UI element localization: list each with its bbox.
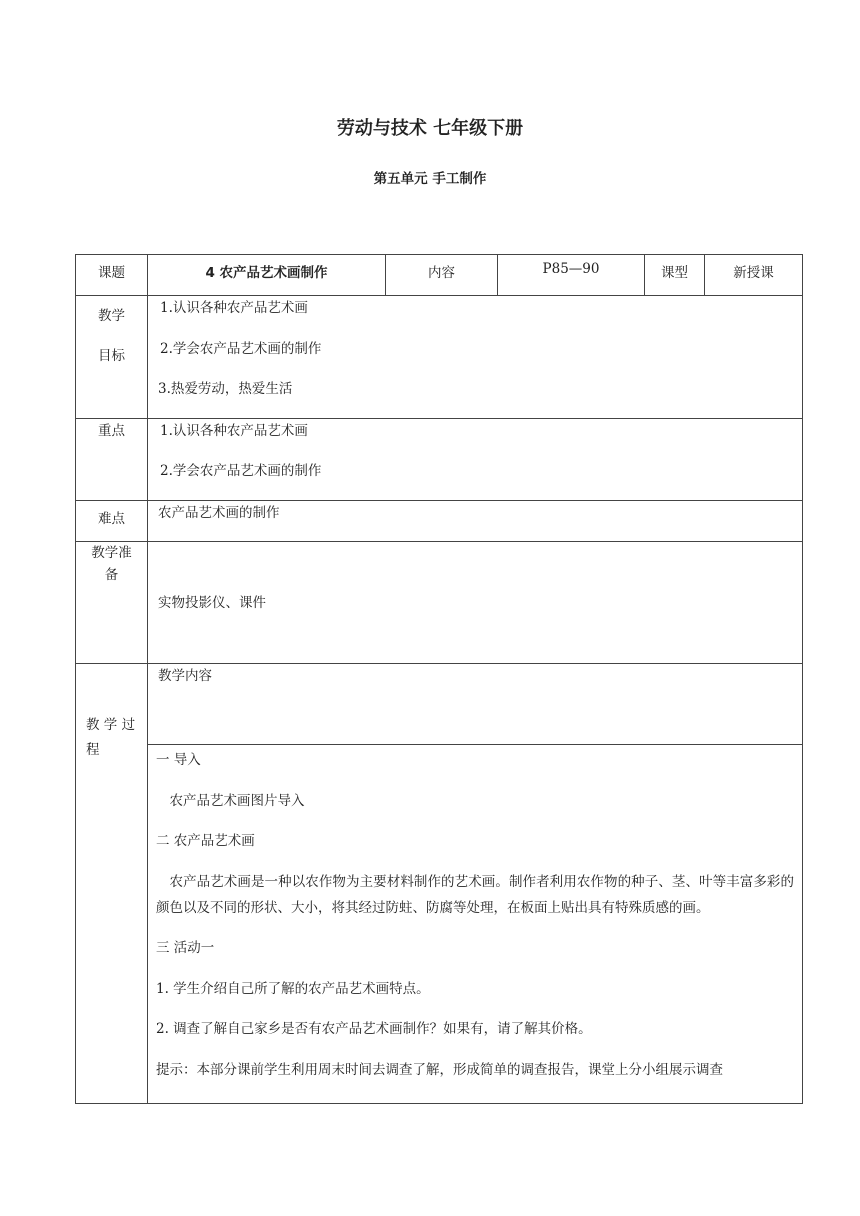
- process-header-row: [76, 664, 803, 745]
- activity-item: 1. 学生介绍自己所了解的农产品艺术画特点。: [156, 980, 430, 997]
- key-points-row: [76, 418, 803, 500]
- prep-content: 实物投影仪、课件: [148, 542, 803, 664]
- goal-item: 3.热爱劳动，热爱生活: [158, 381, 293, 397]
- section-body: 农产品艺术画是一种以农作物为主要材料制作的艺术画。制作者利用农作物的种子、茎、叶等丰富多彩的颜色以及不同的形状、大小，将其经过防蛀、防腐等处理，在板面上贴出具有特殊质感的画。: [156, 873, 794, 916]
- section-title: 三 活动一: [156, 940, 215, 956]
- section-body: 农产品艺术画图片导入: [169, 792, 305, 809]
- process-content: [148, 745, 803, 1104]
- topic-row: [76, 255, 803, 296]
- content-label: 内容: [386, 255, 498, 296]
- difficulty-row: [76, 500, 803, 542]
- key-item: 2.学会农产品艺术画的制作: [160, 463, 322, 479]
- key-content: [148, 418, 803, 500]
- key-item: 1.认识各种农产品艺术画: [160, 422, 308, 439]
- lesson-plan-table: [75, 254, 803, 1104]
- goals-row: [76, 296, 803, 419]
- hint-text: 提示：本部分课前学生利用周末时间去调查了解，形成简单的调查报告，课堂上分小组展示调查: [156, 1061, 723, 1078]
- unit-title: 第五单元 手工制作: [373, 171, 487, 187]
- topic-value: 4 农产品艺术画制作: [148, 255, 386, 296]
- difficulty-label: 难点: [76, 500, 148, 542]
- document-title: 劳动与技术 七年级下册: [336, 118, 524, 139]
- topic-label: 课题: [76, 255, 148, 296]
- goals-content: [148, 296, 803, 419]
- goals-label: 教学 目标: [76, 296, 148, 419]
- activity-item: 2. 调查了解自己家乡是否有农产品艺术画制作？如果有，请了解其价格。: [156, 1021, 592, 1037]
- type-value: 新授课: [705, 255, 803, 296]
- difficulty-content: 农产品艺术画的制作: [148, 500, 803, 542]
- section-title: 二 农产品艺术画: [156, 833, 255, 849]
- section-title: 一 导入: [156, 752, 201, 768]
- process-header: 教学内容: [148, 664, 803, 745]
- content-value: P85—90: [498, 255, 645, 296]
- prep-label: 教学准 备: [76, 542, 148, 664]
- key-label: 重点: [76, 418, 148, 500]
- process-content-row: [76, 745, 803, 1104]
- goal-item: 1.认识各种农产品艺术画: [160, 300, 308, 316]
- prep-row: [76, 542, 803, 664]
- type-label: 课型: [645, 255, 705, 296]
- goal-item: 2.学会农产品艺术画的制作: [160, 340, 322, 357]
- process-label: 教 学 过 程: [76, 664, 148, 1104]
